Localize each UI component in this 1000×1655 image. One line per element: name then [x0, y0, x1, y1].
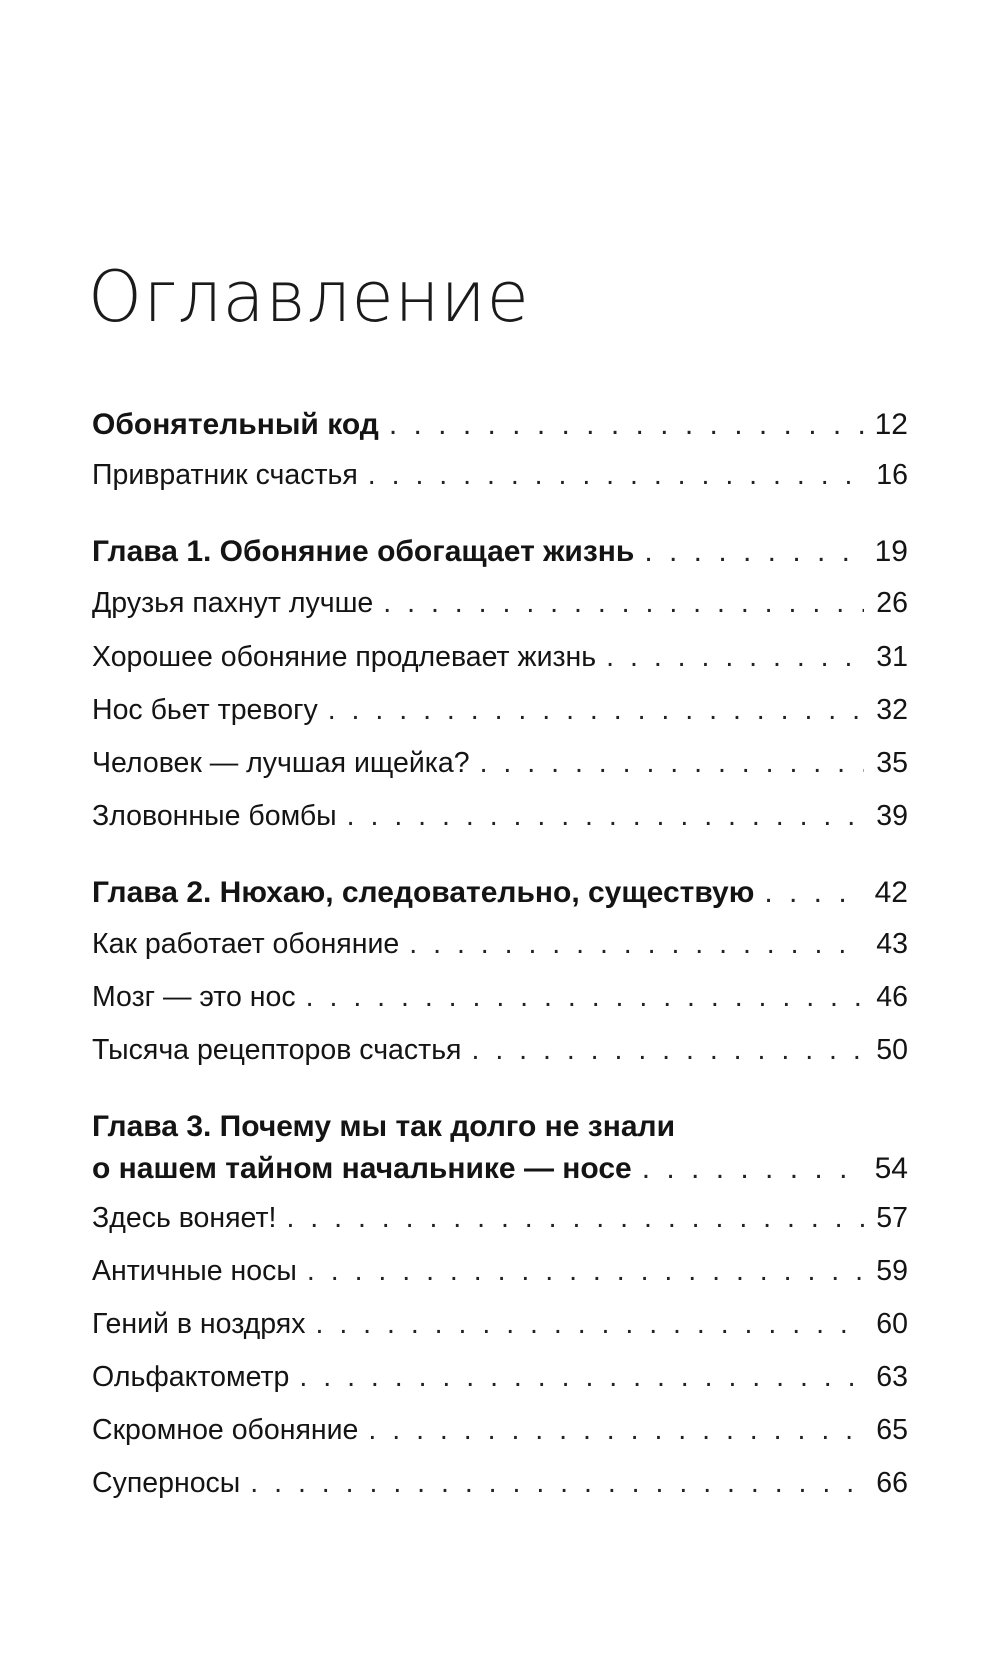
- toc-entry-page: 43: [876, 928, 908, 960]
- toc-entry-page: 66: [876, 1467, 908, 1499]
- toc-entry[interactable]: [92, 643, 908, 672]
- toc-entry[interactable]: [92, 461, 908, 490]
- toc-entry-page: 19: [874, 535, 908, 568]
- dot-leader: [480, 749, 864, 778]
- dot-leader: [642, 1154, 864, 1184]
- toc-entry-title: Здесь воняет!: [92, 1202, 277, 1234]
- toc-entry[interactable]: [92, 1469, 908, 1498]
- dot-leader: [644, 537, 864, 567]
- toc-entry-title: Античные носы: [92, 1255, 297, 1287]
- toc-entry-title: о нашем тайном начальнике — носе: [92, 1152, 632, 1185]
- toc-entry-title-line1[interactable]: Глава 3. Почему мы так долго не знали: [92, 1110, 676, 1143]
- toc-entry[interactable]: [92, 1204, 908, 1233]
- toc-entry-title: Скромное обоняние: [92, 1414, 359, 1446]
- toc-entry-page: 57: [876, 1202, 908, 1234]
- toc-entry-title: Зловонные бомбы: [92, 800, 337, 832]
- dot-leader: [389, 410, 864, 440]
- dot-leader: [347, 802, 864, 831]
- dot-leader: [316, 1310, 865, 1339]
- toc-entry[interactable]: [92, 1416, 908, 1445]
- dot-leader: [409, 930, 864, 959]
- toc-entry-page: 42: [874, 876, 908, 909]
- toc-entry-page: 35: [876, 747, 908, 779]
- toc-entry-title: Мозг — это нос: [92, 981, 296, 1013]
- toc-entry-title: Глава 2. Нюхаю, следовательно, существую: [92, 876, 755, 909]
- toc-entry-page: 26: [876, 587, 908, 619]
- toc-entry[interactable]: [92, 1154, 908, 1184]
- toc-entry[interactable]: [92, 1363, 908, 1392]
- toc-entry[interactable]: [92, 1036, 908, 1065]
- toc-entry-page: 16: [876, 459, 908, 491]
- toc-entry[interactable]: [92, 410, 908, 440]
- toc-entry[interactable]: [92, 878, 908, 908]
- dot-leader: [606, 643, 864, 672]
- toc-entry[interactable]: [92, 589, 908, 618]
- toc-entry-title: Тысяча рецепторов счастья: [92, 1034, 462, 1066]
- toc-entry-title: Друзья пахнут лучше: [92, 587, 374, 619]
- toc-entry-page: 31: [876, 641, 908, 673]
- toc-entry-title: Хорошее обоняние продлевает жизнь: [92, 641, 597, 673]
- toc-entry-page: 54: [874, 1152, 908, 1185]
- toc-entry-title: Глава 1. Обоняние обогащает жизнь: [92, 535, 635, 568]
- page-title: Оглавление: [88, 256, 530, 338]
- toc-entry-page: 65: [876, 1414, 908, 1446]
- toc-entry[interactable]: [92, 696, 908, 725]
- toc-entry-title: Нос бьет тревогу: [92, 694, 318, 726]
- dot-leader: [250, 1469, 864, 1498]
- toc-entry-page: 50: [876, 1034, 908, 1066]
- toc-entry-page: 32: [876, 694, 908, 726]
- toc-entry-page: 12: [874, 408, 908, 441]
- dot-leader: [307, 1257, 864, 1286]
- dot-leader: [471, 1036, 864, 1065]
- dot-leader: [306, 983, 864, 1012]
- toc-entry-title: Привратник счастья: [92, 459, 358, 491]
- toc-entry[interactable]: [92, 749, 908, 778]
- toc-entry-title: Ольфактометр: [92, 1361, 290, 1393]
- toc-entry-page: 46: [876, 981, 908, 1013]
- dot-leader: [383, 589, 864, 618]
- toc-entry-title: Человек — лучшая ищейка?: [92, 747, 470, 779]
- toc-entry-title: Как работает обоняние: [92, 928, 400, 960]
- dot-leader: [368, 1416, 864, 1445]
- toc-entry[interactable]: [92, 1257, 908, 1286]
- toc-entry-page: 59: [876, 1255, 908, 1287]
- toc-entry-page: 60: [876, 1308, 908, 1340]
- toc-entry[interactable]: [92, 930, 908, 959]
- dot-leader: [764, 878, 864, 908]
- dot-leader: [286, 1204, 864, 1233]
- toc-entry-page: 63: [876, 1361, 908, 1393]
- toc-entry[interactable]: [92, 537, 908, 567]
- toc-entry-title: Гений в ноздрях: [92, 1308, 306, 1340]
- toc-entry-page: 39: [876, 800, 908, 832]
- toc-entry[interactable]: [92, 983, 908, 1012]
- toc-entry-title: Обонятельный код: [92, 408, 379, 441]
- toc-entry[interactable]: [92, 1310, 908, 1339]
- toc-entry[interactable]: [92, 802, 908, 831]
- dot-leader: [368, 461, 864, 490]
- dot-leader: [328, 696, 864, 725]
- dot-leader: [299, 1363, 864, 1392]
- toc-entry-title: Суперносы: [92, 1467, 241, 1499]
